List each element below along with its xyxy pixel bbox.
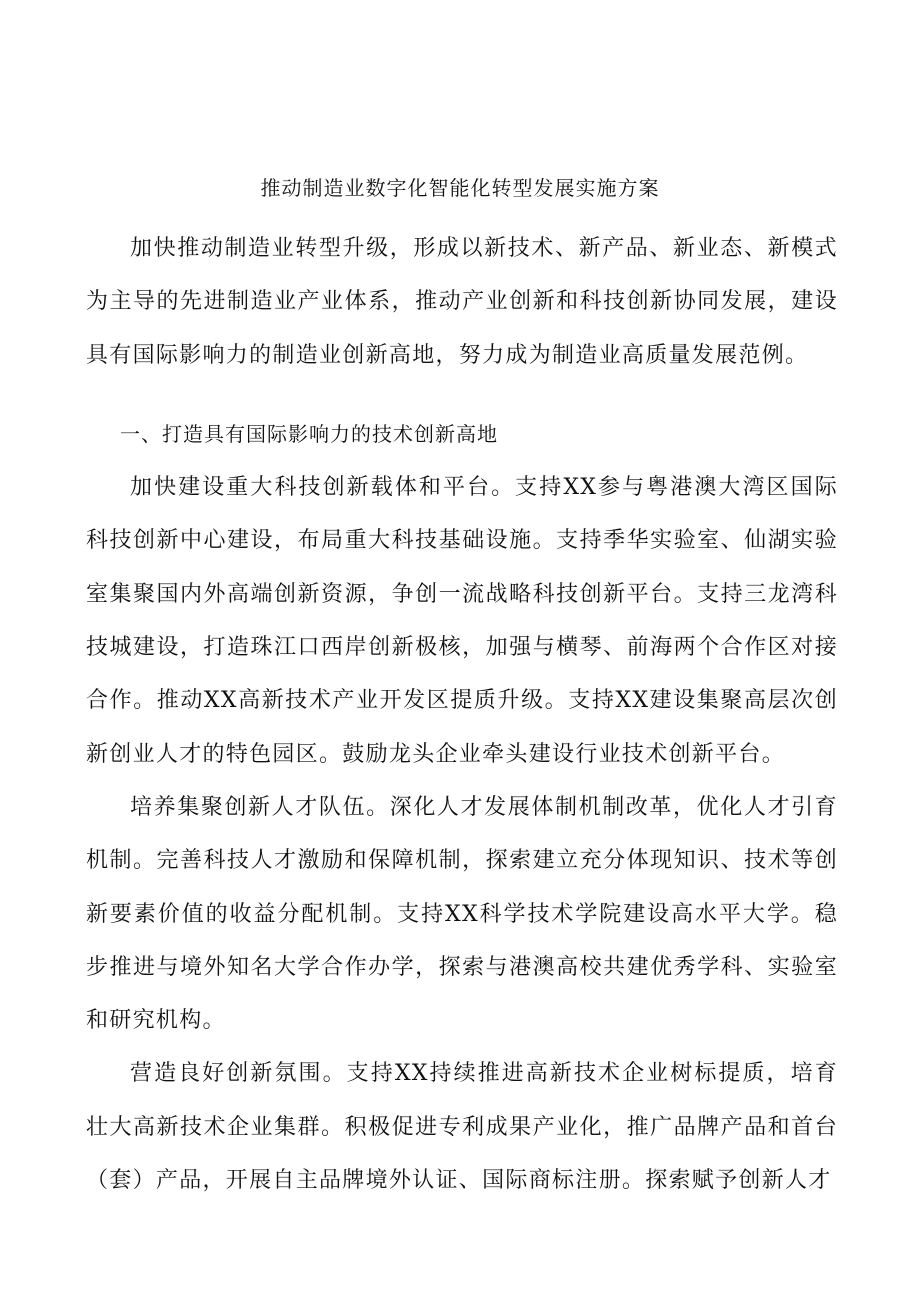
section-heading: 一、打造具有国际影响力的技术创新高地 (120, 421, 498, 446)
body-paragraph: 加快建设重大科技创新载体和平台。支持XX参与粤港澳大湾区国际科技创新中心建设，布局重大科技基础设施。支持季华实验室、仙湖实验室集聚国内外高端创新资源，争创一流战略科技创新平台。支持三龙湾科技城建设，打造珠江口西岸创新极核，加强与横琴、前海两个合作区对接合作。推动XX高新技术产业开发区提质升级。支持XX建设集聚高层次创新创业人才的特色园区。鼓励龙头企业牵头建设行业技术创新平台。 (86, 475, 838, 767)
document-title: 推动制造业数字化智能化转型发展实施方案 (260, 176, 660, 200)
spacer (86, 382, 838, 408)
document-body (86, 222, 838, 1207)
body-paragraph: 营造良好创新氛围。支持XX持续推进高新技术企业树标提质，培育壮大高新技术企业集群。积极促进专利成果产业化，推广品牌产品和首台（套）产品，开展自主品牌境外认证、国际商标注册。探索赋予创新人才 (86, 1061, 838, 1194)
intro-paragraph: 加快推动制造业转型升级，形成以新技术、新产品、新业态、新模式为主导的先进制造业产业体系，推动产业创新和科技创新协同发展，建设具有国际影响力的制造业创新高地，努力成为制造业高质量发展范例。 (86, 236, 838, 368)
body-paragraph: 培养集聚创新人才队伍。深化人才发展体制机制改革，优化人才引育机制。完善科技人才激励和保障机制，探索建立充分体现知识、技术等创新要素价值的收益分配机制。支持XX科学技术学院建设高水平大学。稳步推进与境外知名大学合作办学，探索与港澳高校共建优秀学科、实验室和研究机构。 (86, 794, 838, 1034)
